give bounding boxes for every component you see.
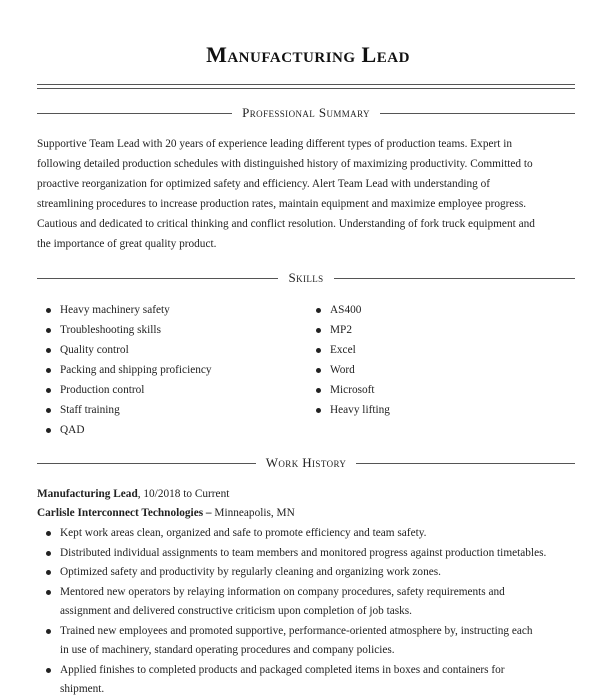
skill-label: Troubleshooting skills bbox=[60, 324, 161, 336]
header-rule bbox=[37, 84, 575, 85]
work-history-title: Work History bbox=[265, 455, 347, 470]
divider bbox=[37, 113, 232, 114]
company-location: Minneapolis, MN bbox=[214, 507, 295, 519]
duty-text: Optimized safety and productivity by regularly cleaning and organizing work zones. bbox=[60, 566, 441, 578]
skill-item bbox=[308, 340, 390, 360]
summary-line: following detailed production schedules with distinguished history of maximizing productivity. Committed to bbox=[37, 158, 533, 170]
skill-item bbox=[38, 360, 212, 380]
bullet-icon bbox=[46, 428, 51, 433]
skills-list-left bbox=[38, 300, 212, 440]
duty-text: Trained new employees and promoted supportive, performance-oriented atmosphere by, instructing each bbox=[60, 624, 533, 637]
duty-text: Mentored new operators by relaying information on company procedures, safety requirements and bbox=[60, 585, 505, 598]
divider bbox=[380, 113, 575, 114]
duty-text-cont: in use of machinery, standard operating procedures and company policies. bbox=[60, 644, 395, 656]
bullet-icon bbox=[316, 308, 321, 313]
skill-item bbox=[308, 300, 390, 320]
duty-text: Applied finishes to completed products and packaged completed items in boxes and containers for bbox=[60, 663, 505, 676]
bullet-icon bbox=[46, 629, 51, 634]
bullet-icon bbox=[46, 408, 51, 413]
duty-item bbox=[37, 661, 582, 700]
skill-label: Microsoft bbox=[330, 384, 375, 396]
bullet-icon bbox=[46, 531, 51, 536]
divider bbox=[37, 278, 278, 279]
skills-title: Skills bbox=[288, 270, 324, 285]
skill-label: MP2 bbox=[330, 324, 352, 336]
skill-label: Production control bbox=[60, 384, 145, 396]
summary-line: streamlining procedures to increase production rates, maintain equipment and maximize employee progress. bbox=[37, 198, 527, 210]
skill-item bbox=[308, 400, 390, 420]
bullet-icon bbox=[46, 570, 51, 575]
bullet-icon bbox=[46, 348, 51, 353]
skill-label: QAD bbox=[60, 424, 85, 436]
bullet-icon bbox=[46, 388, 51, 393]
summary-line: Supportive Team Lead with 20 years of experience leading different types of production teams. Expert in bbox=[37, 138, 512, 150]
bullet-icon bbox=[316, 328, 321, 333]
header-rule-double bbox=[37, 88, 575, 89]
duty-item bbox=[37, 544, 582, 564]
skill-label: Excel bbox=[330, 344, 356, 356]
work-history-section-heading bbox=[37, 455, 575, 471]
bullet-icon bbox=[316, 388, 321, 393]
duty-text-cont: shipment. bbox=[60, 683, 105, 695]
divider bbox=[356, 463, 575, 464]
company-line bbox=[37, 504, 295, 522]
duty-item bbox=[37, 622, 582, 661]
divider bbox=[37, 463, 256, 464]
summary-section-heading bbox=[37, 105, 575, 121]
duty-item bbox=[37, 524, 582, 544]
skill-item bbox=[38, 420, 212, 440]
skill-item bbox=[308, 320, 390, 340]
skill-label: Packing and shipping proficiency bbox=[60, 364, 212, 376]
bullet-icon bbox=[46, 590, 51, 595]
bullet-icon bbox=[46, 551, 51, 556]
job-title-line bbox=[37, 485, 229, 503]
skill-label: Quality control bbox=[60, 344, 129, 356]
summary-text bbox=[37, 134, 577, 254]
job-dates: , 10/2018 to Current bbox=[137, 488, 230, 500]
skill-label: Word bbox=[330, 364, 355, 376]
skill-item bbox=[308, 360, 390, 380]
bullet-icon bbox=[46, 308, 51, 313]
skill-item bbox=[38, 380, 212, 400]
company-name: Carlisle Interconnect Technologies bbox=[37, 507, 204, 519]
bullet-icon bbox=[316, 348, 321, 353]
company-separator: – bbox=[203, 507, 215, 519]
skill-label: AS400 bbox=[330, 304, 362, 316]
skill-item bbox=[38, 340, 212, 360]
skill-item bbox=[38, 300, 212, 320]
duty-text: Distributed individual assignments to team members and monitored progress against production timetables. bbox=[60, 546, 547, 559]
skills-list-right bbox=[308, 300, 390, 420]
summary-line: proactive reorganization for optimized safety and efficiency. Alert Team Lead with understanding of bbox=[37, 178, 491, 190]
skills-section-heading bbox=[37, 270, 575, 286]
duties-list bbox=[37, 524, 582, 700]
duty-item bbox=[37, 583, 582, 622]
skill-label: Staff training bbox=[60, 404, 120, 416]
summary-title: Professional Summary bbox=[242, 105, 370, 120]
job-title: Manufacturing Lead bbox=[37, 488, 138, 500]
duty-item bbox=[37, 563, 582, 583]
summary-line: Cautious and dedicated to critical thinking and conflict resolution. Understanding of fork truck equipment and bbox=[37, 218, 535, 230]
bullet-icon bbox=[46, 328, 51, 333]
bullet-icon bbox=[316, 408, 321, 413]
resume-name: Manufacturing Lead bbox=[206, 42, 410, 67]
skill-item bbox=[308, 380, 390, 400]
skill-label: Heavy machinery safety bbox=[60, 304, 170, 316]
skill-label: Heavy lifting bbox=[330, 404, 390, 416]
bullet-icon bbox=[46, 668, 51, 673]
skill-item bbox=[38, 320, 212, 340]
bullet-icon bbox=[316, 368, 321, 373]
duty-text: Kept work areas clean, organized and safe to promote efficiency and team safety. bbox=[60, 527, 427, 539]
divider bbox=[334, 278, 575, 279]
summary-line: the importance of great quality product. bbox=[37, 238, 217, 250]
skill-item bbox=[38, 400, 212, 420]
duty-text-cont: assignment and delivered constructive criticism upon completion of job tasks. bbox=[60, 605, 413, 617]
bullet-icon bbox=[46, 368, 51, 373]
